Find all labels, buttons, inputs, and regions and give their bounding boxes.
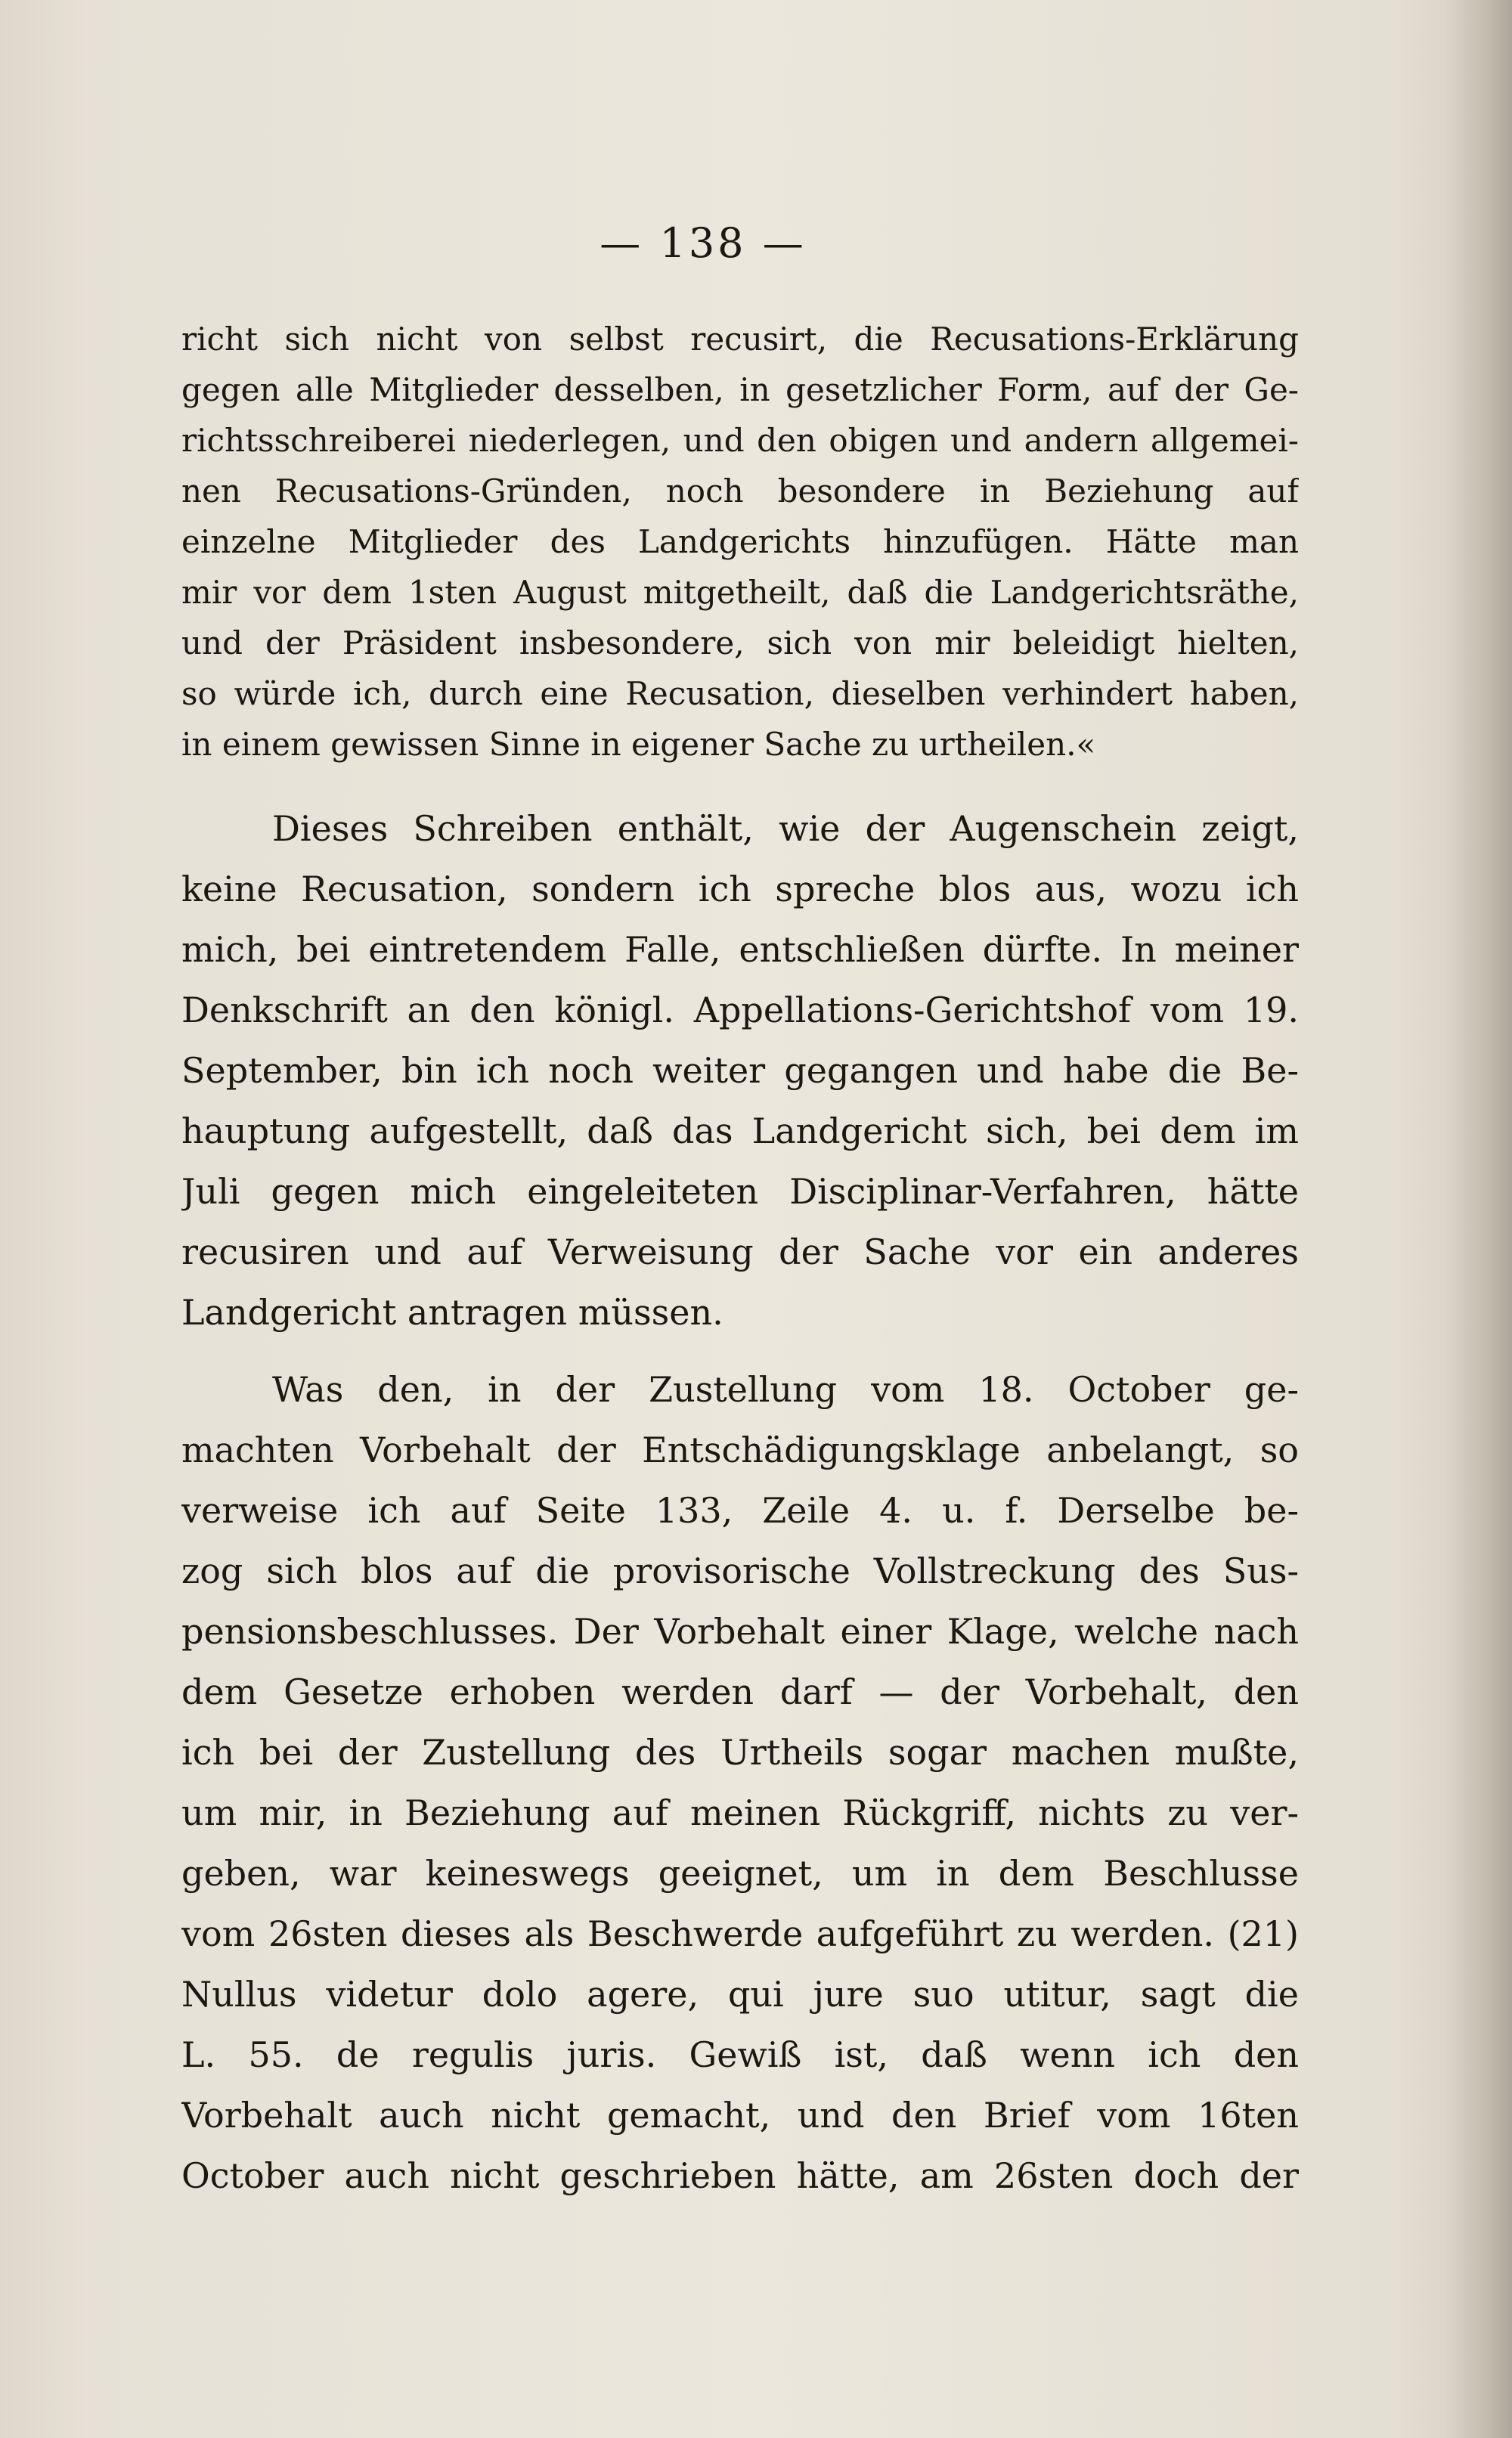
- text-line: ich bei der Zustellung des Urtheils sogar machen mußte,: [181, 1732, 1299, 1773]
- text-line: Landgericht antragen müssen.: [181, 1292, 723, 1333]
- text-line: mir vor dem 1sten August mitgetheilt, daß die Landgerichtsräthe,: [181, 574, 1299, 611]
- text-line: Vorbehalt auch nicht gemacht, und den Brief vom 16ten: [181, 2095, 1299, 2136]
- text-line: richt sich nicht von selbst recusirt, die Recusations-Erklärung: [181, 321, 1299, 358]
- text-line: pensionsbeschlusses. Der Vorbehalt einer Klage, welche nach: [181, 1611, 1299, 1652]
- text-line: dem Gesetze erhoben werden darf — der Vorbehalt, den: [181, 1671, 1299, 1712]
- text-line: vom 26sten dieses als Beschwerde aufgeführt zu werden. (21): [181, 1913, 1299, 1954]
- text-line: keine Recusation, sondern ich spreche blos aus, wozu ich: [181, 869, 1299, 909]
- text-line: mich, bei eintretendem Falle, entschließen dürfte. In meiner: [181, 929, 1299, 970]
- paragraph-2: [181, 798, 1299, 1343]
- text-line: Was den, in der Zustellung vom 18. October ge-: [272, 1369, 1299, 1410]
- text-line: Denkschrift an den königl. Appellations-Gerichtshof vom 19.: [181, 990, 1299, 1030]
- text-line: Nullus videtur dolo agere, qui jure suo utitur, sagt die: [181, 1974, 1299, 2015]
- body-text: [181, 314, 1299, 2206]
- text-line: L. 55. de regulis juris. Gewiß ist, daß wenn ich den: [181, 2034, 1299, 2075]
- text-line: September, bin ich noch weiter gegangen und habe die Be-: [181, 1050, 1299, 1091]
- paragraph-3: [181, 1359, 1299, 2206]
- text-line: richtsschreiberei niederlegen, und den obigen und andern allgemei-: [181, 422, 1299, 459]
- text-line: nen Recusations-Gründen, noch besondere in Beziehung auf: [181, 472, 1299, 510]
- text-line: um mir, in Beziehung auf meinen Rückgriff, nichts zu ver-: [181, 1792, 1299, 1833]
- text-line: machten Vorbehalt der Entschädigungsklage anbelangt, so: [181, 1430, 1299, 1470]
- text-line: recusiren und auf Verweisung der Sache vor ein anderes: [181, 1231, 1299, 1272]
- text-line: verweise ich auf Seite 133, Zeile 4. u. f. Derselbe be-: [181, 1490, 1299, 1531]
- page-gutter-shadow: [1444, 0, 1512, 2438]
- text-line: einzelne Mitglieder des Landgerichts hinzufügen. Hätte man: [181, 523, 1299, 560]
- text-line: gegen alle Mitglieder desselben, in gesetzlicher Form, auf der Ge-: [181, 371, 1299, 408]
- text-line: Dieses Schreiben enthält, wie der Augenschein zeigt,: [272, 808, 1299, 849]
- text-line: hauptung aufgestellt, daß das Landgericht sich, bei dem im: [181, 1111, 1299, 1151]
- text-line: October auch nicht geschrieben hätte, am 26sten doch der: [181, 2155, 1299, 2196]
- text-line: in einem gewissen Sinne in eigener Sache zu urtheilen.«: [181, 726, 1096, 763]
- text-line: geben, war keineswegs geeignet, um in dem Beschlusse: [181, 1853, 1299, 1894]
- text-line: und der Präsident insbesondere, sich von mir beleidigt hielten,: [181, 624, 1299, 661]
- text-line: Juli gegen mich eingeleiteten Disciplinar-Verfahren, hätte: [181, 1171, 1299, 1212]
- text-line: so würde ich, durch eine Recusation, dieselben verhindert haben,: [181, 675, 1299, 712]
- text-line: zog sich blos auf die provisorische Vollstreckung des Sus-: [181, 1550, 1299, 1591]
- page-number: — 138 —: [600, 219, 807, 267]
- paragraph-1: [181, 314, 1299, 770]
